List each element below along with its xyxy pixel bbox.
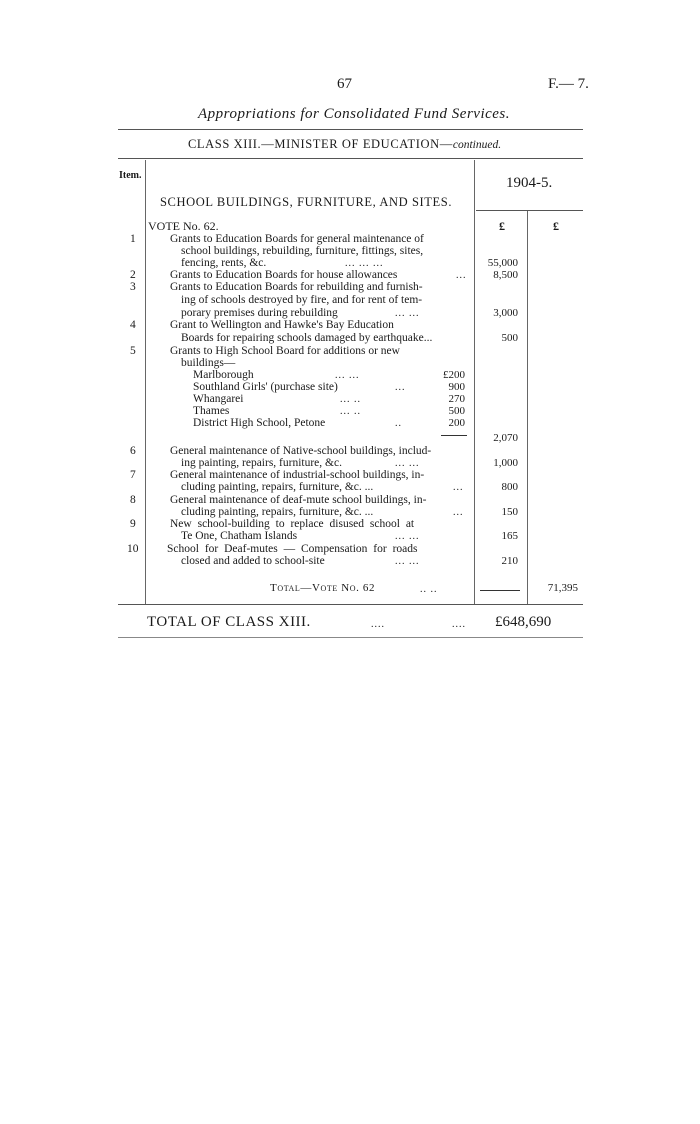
subitem-name: Marlborough xyxy=(193,369,254,381)
amount-column-rule xyxy=(527,210,528,605)
class-heading-continued: continued. xyxy=(452,139,502,151)
subitem-name: Thames xyxy=(193,405,230,417)
leader-dots: .... xyxy=(371,619,385,630)
item-description: closed and added to school-site xyxy=(181,555,325,567)
leader-dots: ... ... xyxy=(335,370,360,381)
item-description: General maintenance of industrial-school buildings, in- xyxy=(170,469,425,481)
item-number: 4 xyxy=(130,319,136,331)
item-number: 2 xyxy=(130,269,136,281)
page-title: Appropriations for Consolidated Fund Services. xyxy=(198,106,511,122)
item-description: Grant to Wellington and Hawke's Bay Education xyxy=(170,319,394,331)
item-number: 8 xyxy=(130,494,136,506)
class-total-rule xyxy=(118,637,583,638)
class-heading-text: CLASS XIII.—MINISTER OF EDUCATION— xyxy=(188,137,453,151)
subitem-amount: £200 xyxy=(443,369,465,381)
item-description: school buildings, rebuilding, furniture, fittings, sites, xyxy=(181,245,424,257)
item-column-label: Item. xyxy=(119,170,142,181)
desc-column-rule xyxy=(474,160,475,605)
item-amount: 165 xyxy=(501,530,518,542)
item-description: Te One, Chatham Islands xyxy=(181,530,298,542)
leader-dots: .. .. xyxy=(420,584,438,595)
subitem-amount: 500 xyxy=(448,405,465,417)
year-heading: 1904-5. xyxy=(506,175,553,191)
item-description: buildings— xyxy=(181,357,236,369)
subitems-total: 2,070 xyxy=(493,432,518,444)
leader-dots: ... xyxy=(453,507,464,518)
item-description: fencing, rents, &c. xyxy=(181,257,267,269)
item-description: General maintenance of deaf-mute school buildings, in- xyxy=(170,494,427,506)
header-rule-bottom xyxy=(118,158,583,159)
item-amount: 500 xyxy=(501,332,518,344)
item-description: cluding painting, repairs, furniture, &c. ... xyxy=(181,481,374,493)
leader-dots: ... .. xyxy=(340,394,361,405)
leader-dots: ... ... ... xyxy=(345,258,384,269)
leader-dots: ... .. xyxy=(340,406,361,417)
item-description: Grants to Education Boards for house allowances xyxy=(170,269,398,281)
item-description: General maintenance of Native-school buildings, includ- xyxy=(170,445,432,457)
item-description: Grants to High School Board for additions or new xyxy=(170,345,400,357)
item-column-rule xyxy=(145,160,146,605)
year-underline xyxy=(476,210,583,211)
item-amount: 3,000 xyxy=(493,307,518,319)
item-number: 10 xyxy=(127,543,139,555)
item-amount: 1,000 xyxy=(493,457,518,469)
class-total-label: TOTAL OF CLASS XIII. xyxy=(147,614,311,630)
vote-heading: VOTE No. 62. xyxy=(148,219,219,233)
class-total-amount: £648,690 xyxy=(495,614,552,630)
pound-header-left: £ xyxy=(499,219,505,233)
subitem-name: Southland Girls' (purchase site) xyxy=(193,381,338,393)
vote-total-amount: 71,395 xyxy=(547,582,578,594)
item-description: porary premises during rebuilding xyxy=(181,307,338,319)
class-heading xyxy=(188,137,501,152)
item-description: Grants to Education Boards for rebuilding and furnish- xyxy=(170,281,423,293)
item-amount: 55,000 xyxy=(487,257,518,269)
subitem-name: Whangarei xyxy=(193,393,244,405)
item-description: Grants to Education Boards for general maintenance of xyxy=(170,233,424,245)
leader-dots: ... xyxy=(453,482,464,493)
subitem-name: District High School, Petone xyxy=(193,417,326,429)
leader-dots: ... xyxy=(456,270,467,281)
item-description: Boards for repairing schools damaged by earthquake... xyxy=(181,332,433,344)
leader-dots: ... ... xyxy=(395,458,420,469)
item-description: School for Deaf-mutes — Compensation for roads xyxy=(167,543,418,555)
item-number: 7 xyxy=(130,469,136,481)
leader-dots: .. xyxy=(395,418,402,429)
item-description: ing of schools destroyed by fire, and for rent of tem- xyxy=(181,294,423,306)
item-amount: 150 xyxy=(501,506,518,518)
leader-dots: ... xyxy=(395,382,406,393)
item-number: 5 xyxy=(130,345,136,357)
subitem-amount: 270 xyxy=(448,393,465,405)
item-description: New school-building to replace disused school at xyxy=(170,518,415,530)
leader-dots: .... xyxy=(452,619,466,630)
vote-total-rule xyxy=(480,590,520,591)
page-number: 67 xyxy=(337,76,352,92)
subitem-amount: 900 xyxy=(448,381,465,393)
pound-header-right: £ xyxy=(553,219,559,233)
vote-total-label: Total—Vote No. 62 xyxy=(270,582,376,594)
item-amount: 800 xyxy=(501,481,518,493)
item-description: ing painting, repairs, furniture, &c. xyxy=(181,457,342,469)
subitem-amount: 200 xyxy=(448,417,465,429)
table-bottom-rule xyxy=(118,604,583,605)
header-rule-top xyxy=(118,129,583,130)
document-ref: F.— 7. xyxy=(548,76,589,92)
item-number: 9 xyxy=(130,518,136,530)
item-description: cluding painting, repairs, furniture, &c. ... xyxy=(181,506,374,518)
item-amount: 8,500 xyxy=(493,269,518,281)
item-number: 1 xyxy=(130,233,136,245)
subitems-rule xyxy=(441,435,467,436)
item-number: 3 xyxy=(130,281,136,293)
leader-dots: ... ... xyxy=(395,556,420,567)
leader-dots: ... ... xyxy=(395,308,420,319)
item-amount: 210 xyxy=(501,555,518,567)
leader-dots: ... ... xyxy=(395,531,420,542)
item-number: 6 xyxy=(130,445,136,457)
section-heading: SCHOOL BUILDINGS, FURNITURE, AND SITES. xyxy=(160,195,453,209)
